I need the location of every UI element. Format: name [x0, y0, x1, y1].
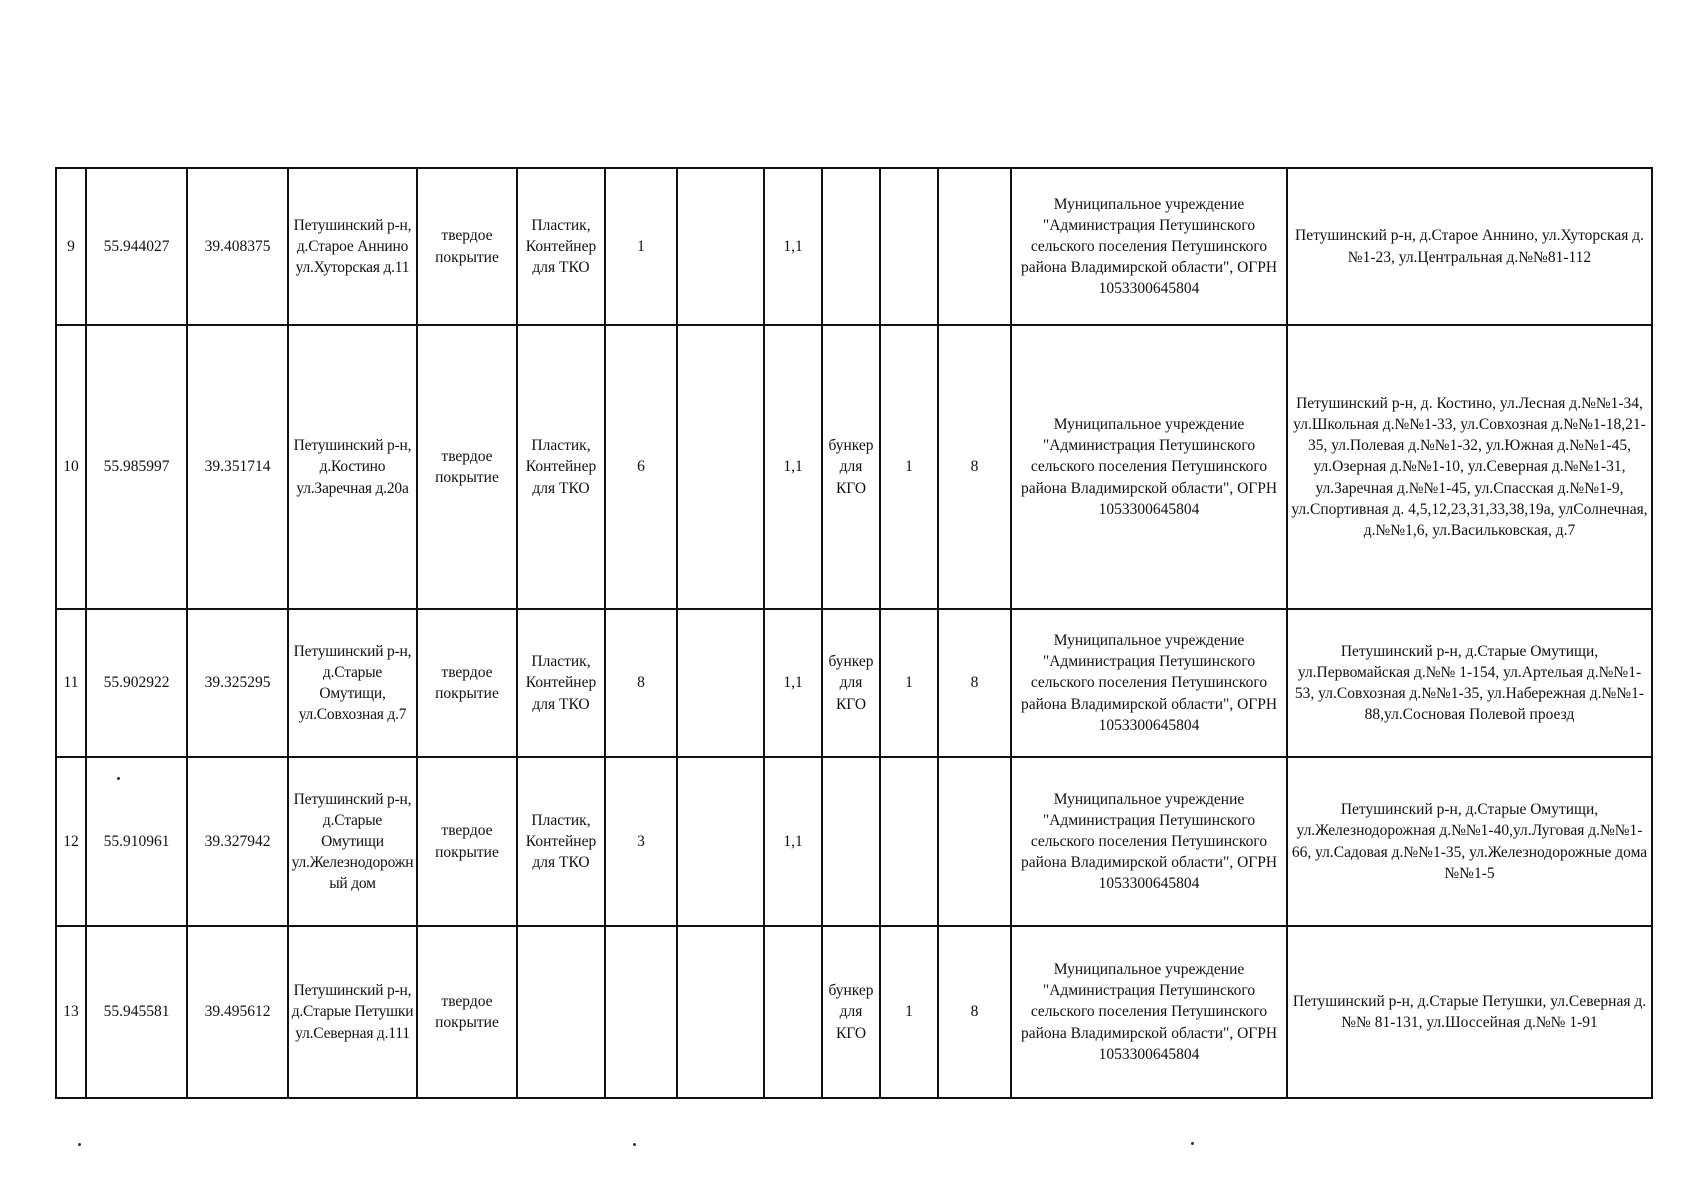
- container-volume-cell: 1,1: [764, 325, 822, 609]
- owner-cell: Муниципальное учреждение "Администрация Петушинского сельского поселения Петушинского района Владимирской области", ОГРН 1053300645804: [1011, 168, 1287, 325]
- empty-cell: [677, 325, 764, 609]
- served-area-cell: Петушинский р-н, д.Старое Аннино, ул.Хуторская д.№1-23, ул.Центральная д.№№81-112: [1287, 168, 1652, 325]
- scan-speck: [117, 777, 120, 780]
- row-number: 12: [56, 757, 86, 926]
- scan-speck: [633, 1143, 636, 1146]
- row-number: 9: [56, 168, 86, 325]
- latitude-cell: 55.944027: [86, 168, 187, 325]
- latitude-cell: 55.902922: [86, 609, 187, 757]
- container-material-cell: Пластик, Контейнер для ТКО: [517, 609, 605, 757]
- container-count-cell: 3: [605, 757, 677, 926]
- bunker-count-cell: [880, 757, 938, 926]
- bunker-count-cell: 1: [880, 926, 938, 1098]
- bunker-volume-cell: 8: [938, 325, 1011, 609]
- surface-cell: твердое покрытие: [417, 609, 517, 757]
- bunker-count-cell: 1: [880, 325, 938, 609]
- row-number: 11: [56, 609, 86, 757]
- bunker-volume-cell: 8: [938, 609, 1011, 757]
- container-material-cell: Пластик, Контейнер для ТКО: [517, 168, 605, 325]
- site-address-cell: Петушинский р-н, д.Старое Аннино ул.Хуторская д.11: [288, 168, 417, 325]
- longitude-cell: 39.408375: [187, 168, 288, 325]
- bunker-type-cell: бункер для КГО: [822, 609, 880, 757]
- owner-cell: Муниципальное учреждение "Администрация Петушинского сельского поселения Петушинского района Владимирской области", ОГРН 1053300645804: [1011, 757, 1287, 926]
- latitude-cell: 55.910961: [86, 757, 187, 926]
- site-address-cell: Петушинский р-н, д.Старые Омутищи, ул.Совхозная д.7: [288, 609, 417, 757]
- owner-cell: Муниципальное учреждение "Администрация Петушинского сельского поселения Петушинского района Владимирской области", ОГРН 1053300645804: [1011, 609, 1287, 757]
- table-row: [56, 609, 1652, 757]
- bunker-volume-cell: [938, 757, 1011, 926]
- surface-cell: твердое покрытие: [417, 325, 517, 609]
- latitude-cell: 55.985997: [86, 325, 187, 609]
- table-row: [56, 757, 1652, 926]
- container-count-cell: [605, 926, 677, 1098]
- bunker-type-cell: бункер для КГО: [822, 926, 880, 1098]
- container-volume-cell: 1,1: [764, 609, 822, 757]
- bunker-type-cell: [822, 757, 880, 926]
- empty-cell: [677, 757, 764, 926]
- container-material-cell: Пластик, Контейнер для ТКО: [517, 325, 605, 609]
- surface-cell: твердое покрытие: [417, 168, 517, 325]
- bunker-count-cell: [880, 168, 938, 325]
- waste-sites-table: [55, 167, 1653, 1099]
- container-count-cell: 6: [605, 325, 677, 609]
- served-area-cell: Петушинский р-н, д.Старые Омутищи, ул.Первомайская д.№№ 1-154, ул.Артельая д.№№1-53, ул.Совхозная д.№№1-35, ул.Набережная д.№№1-88,ул.Сосновая Полевой проезд: [1287, 609, 1652, 757]
- container-material-cell: Пластик, Контейнер для ТКО: [517, 757, 605, 926]
- surface-cell: твердое покрытие: [417, 926, 517, 1098]
- empty-cell: [677, 926, 764, 1098]
- latitude-cell: 55.945581: [86, 926, 187, 1098]
- row-number: 10: [56, 325, 86, 609]
- scan-speck: [78, 1143, 81, 1146]
- surface-cell: твердое покрытие: [417, 757, 517, 926]
- site-address-cell: Петушинский р-н, д.Старые Петушки ул.Северная д.111: [288, 926, 417, 1098]
- served-area-cell: Петушинский р-н, д.Старые Петушки, ул.Северная д.№№ 81-131, ул.Шоссейная д.№№ 1-91: [1287, 926, 1652, 1098]
- longitude-cell: 39.325295: [187, 609, 288, 757]
- bunker-type-cell: [822, 168, 880, 325]
- scan-speck: [1191, 1142, 1194, 1145]
- longitude-cell: 39.351714: [187, 325, 288, 609]
- empty-cell: [677, 168, 764, 325]
- container-count-cell: 1: [605, 168, 677, 325]
- row-number: 13: [56, 926, 86, 1098]
- served-area-cell: Петушинский р-н, д. Костино, ул.Лесная д.№№1-34, ул.Школьная д.№№1-33, ул.Совхозная д.№№1-18,21-35, ул.Полевая д.№№1-32, ул.Южная д.№№1-45, ул.Озерная д.№№1-10, ул.Северная д.№№1-31, ул.Заречная д.№№1-45, ул.Спасская д.№№1-9, ул.Спортивная д. 4,5,12,23,31,33,38,19а, улСолнечная, д.№№1,6, ул.Васильковская, д.7: [1287, 325, 1652, 609]
- longitude-cell: 39.327942: [187, 757, 288, 926]
- bunker-volume-cell: 8: [938, 926, 1011, 1098]
- site-address-cell: Петушинский р-н, д.Старые Омутищи ул.Железнодорожный дом: [288, 757, 417, 926]
- table-row: [56, 926, 1652, 1098]
- empty-cell: [677, 609, 764, 757]
- owner-cell: Муниципальное учреждение "Администрация Петушинского сельского поселения Петушинского района Владимирской области", ОГРН 1053300645804: [1011, 926, 1287, 1098]
- container-volume-cell: 1,1: [764, 168, 822, 325]
- table-row: [56, 168, 1652, 325]
- bunker-volume-cell: [938, 168, 1011, 325]
- longitude-cell: 39.495612: [187, 926, 288, 1098]
- owner-cell: Муниципальное учреждение "Администрация Петушинского сельского поселения Петушинского района Владимирской области", ОГРН 1053300645804: [1011, 325, 1287, 609]
- served-area-cell: Петушинский р-н, д.Старые Омутищи, ул.Железнодорожная д.№№1-40,ул.Луговая д.№№1-66, ул.Садовая д.№№1-35, ул.Железнодорожные дома №№1-5: [1287, 757, 1652, 926]
- site-address-cell: Петушинский р-н, д.Костино ул.Заречная д.20а: [288, 325, 417, 609]
- bunker-count-cell: 1: [880, 609, 938, 757]
- bunker-type-cell: бункер для КГО: [822, 325, 880, 609]
- table-row: [56, 325, 1652, 609]
- container-count-cell: 8: [605, 609, 677, 757]
- container-volume-cell: [764, 926, 822, 1098]
- container-material-cell: [517, 926, 605, 1098]
- container-volume-cell: 1,1: [764, 757, 822, 926]
